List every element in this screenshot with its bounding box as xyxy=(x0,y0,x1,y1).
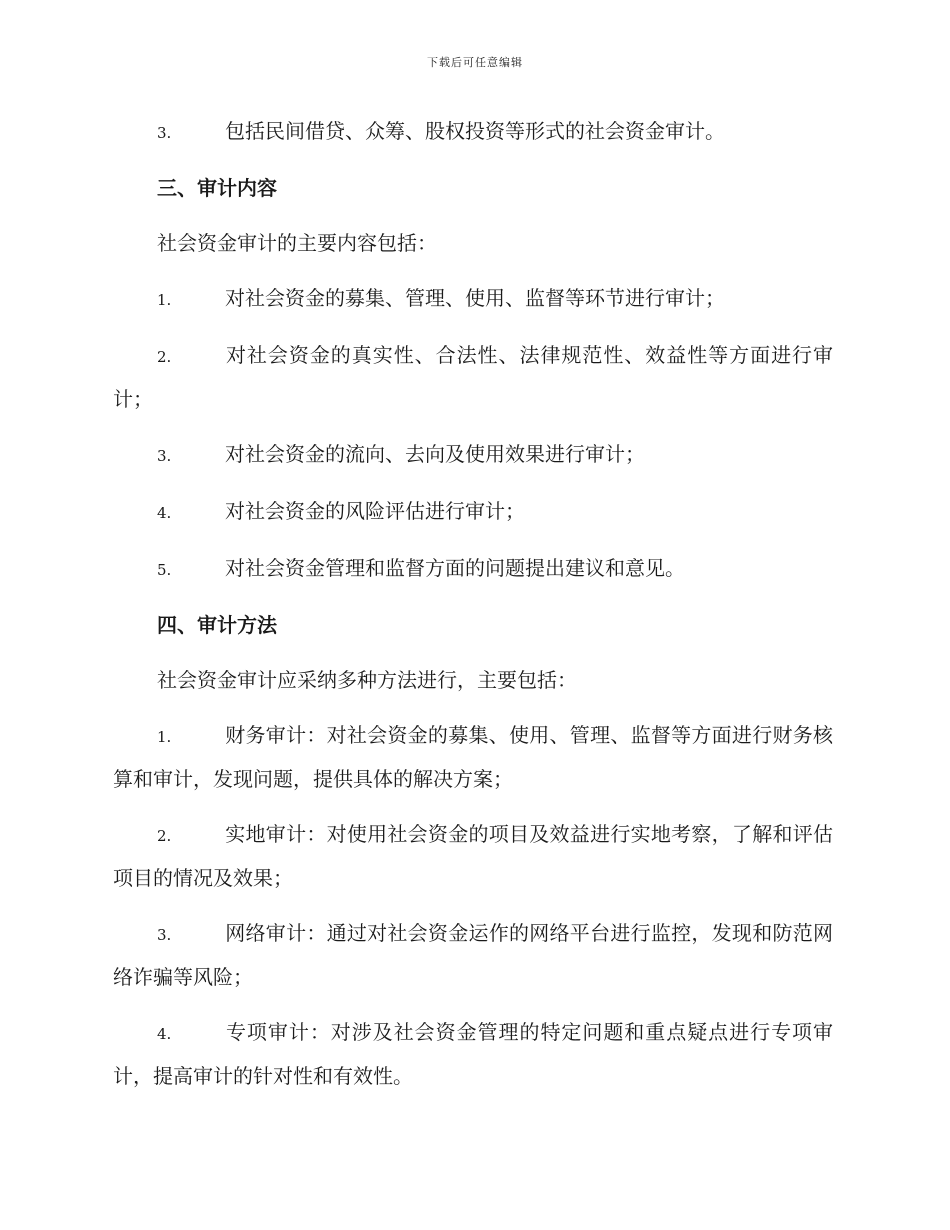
list-item-number: 2. xyxy=(157,348,172,366)
list-item xyxy=(113,490,833,534)
list-item-text: 网络审计：通过对社会资金运作的网络平台进行监控，发现和防范网络诈骗等风险； xyxy=(113,921,833,989)
list-item xyxy=(113,277,833,321)
list-item-text: 对社会资金的募集、管理、使用、监督等环节进行审计； xyxy=(225,286,725,310)
list-item xyxy=(113,714,833,800)
list-item-number: 5. xyxy=(157,561,172,579)
list-item-number: 1. xyxy=(157,728,172,746)
list-item xyxy=(113,547,833,591)
list-item-text: 实地审计：对使用社会资金的项目及效益进行实地考察，了解和评估项目的情况及效果； xyxy=(113,822,833,890)
list-item-number: 2. xyxy=(157,827,172,845)
list-item-text: 包括民间借贷、众筹、股权投资等形式的社会资金审计。 xyxy=(225,119,725,143)
list-item xyxy=(113,110,833,154)
list-item-text: 对社会资金的风险评估进行审计； xyxy=(225,499,525,523)
list-item xyxy=(113,912,833,998)
paragraph: 社会资金审计应采纳多种方法进行，主要包括： xyxy=(157,668,577,692)
section-heading: 三、审计内容 xyxy=(157,176,277,200)
list-item-text: 财务审计：对社会资金的募集、使用、管理、监督等方面进行财务核算和审计，发现问题，提供具体的解决方案； xyxy=(113,723,833,791)
page-header: 下载后可任意编辑 xyxy=(427,56,523,69)
list-item xyxy=(113,433,833,477)
document-body xyxy=(113,110,833,1110)
section-heading: 四、审计方法 xyxy=(157,613,277,637)
list-item-number: 3. xyxy=(157,124,172,142)
list-item-text: 专项审计：对涉及社会资金管理的特定问题和重点疑点进行专项审计，提高审计的针对性和有效性。 xyxy=(113,1020,833,1088)
list-item-number: 4. xyxy=(157,504,172,522)
list-item-number: 3. xyxy=(157,926,172,944)
list-item xyxy=(113,813,833,899)
list-item-text: 对社会资金的真实性、合法性、法律规范性、效益性等方面进行审计； xyxy=(113,343,833,411)
list-item-number: 1. xyxy=(157,291,172,309)
list-item-text: 对社会资金管理和监督方面的问题提出建议和意见。 xyxy=(225,556,685,580)
list-item xyxy=(113,1011,833,1097)
list-item-text: 对社会资金的流向、去向及使用效果进行审计； xyxy=(225,442,645,466)
list-item-number: 4. xyxy=(157,1025,172,1043)
list-item-number: 3. xyxy=(157,447,172,465)
list-item xyxy=(113,334,833,420)
paragraph: 社会资金审计的主要内容包括： xyxy=(157,231,437,255)
